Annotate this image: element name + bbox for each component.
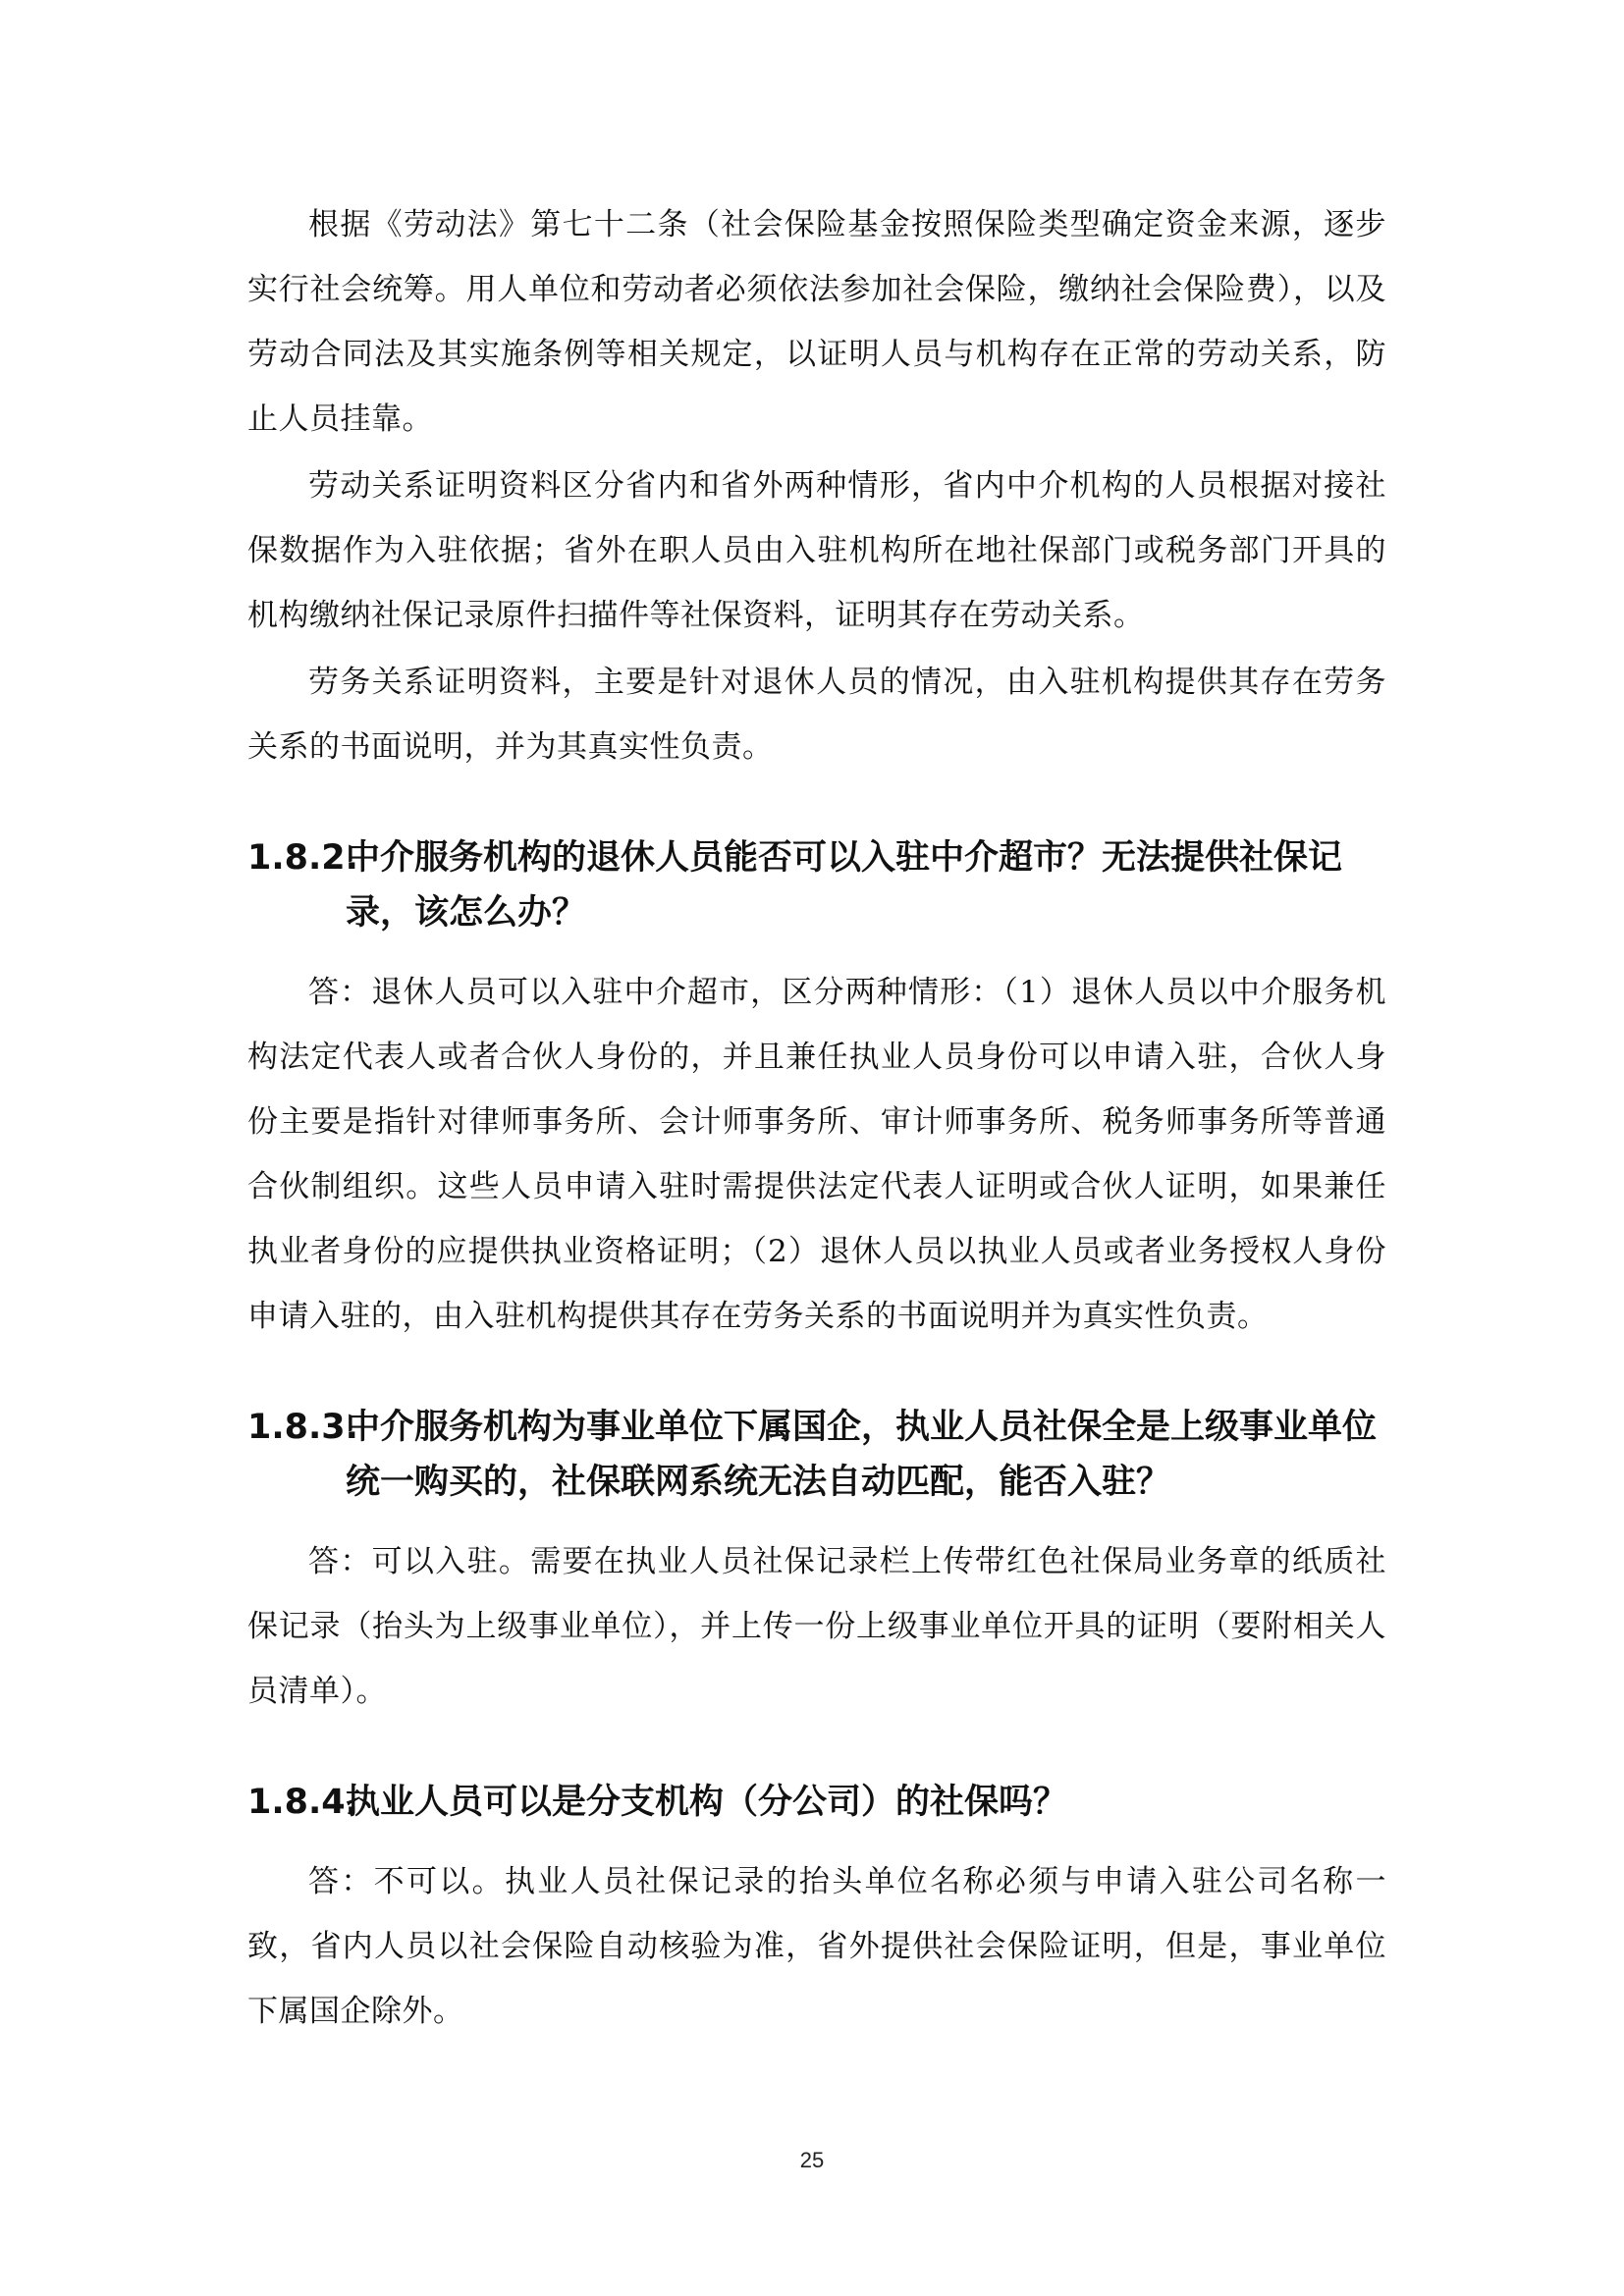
section-number: 1.8.4. [247, 1783, 358, 1822]
section-answer: 答：不可以。执业人员社保记录的抬头单位名称必须与申请入驻公司名称一致，省内人员以社会保险自动核验为准，省外提供社会保险证明，但是，事业单位下属国企除外。 [247, 1864, 1386, 2029]
section-answer: 答：可以入驻。需要在执业人员社保记录栏上传带红色社保局业务章的纸质社保记录（抬头为上级事业单位），并上传一份上级事业单位开具的证明（要附相关人员清单）。 [247, 1544, 1386, 1709]
section-heading [247, 830, 1386, 940]
section-answer: 答：退休人员可以入驻中介超市，区分两种情形：（1）退休人员以中介服务机构法定代表人或者合伙人身份的，并且兼任执业人员身份可以申请入驻，合伙人身份主要是指针对律师事务所、会计师事务所、审计师事务所、税务师事务所等普通合伙制组织。这些人员申请入驻时需提供法定代表人证明或合伙人证明，如果兼任执业者身份的应提供执业资格证明；（2）退休人员以执业人员或者业务授权人身份申请入驻的，由入驻机构提供其存在劳务关系的书面说明并为真实性负责。 [247, 975, 1386, 1334]
document-body [247, 192, 1386, 2044]
section-1-8-4 [247, 1775, 1386, 2044]
intro-paragraph: 根据《劳动法》第七十二条（社会保险基金按照保险类型确定资金来源，逐步实行社会统筹。用人单位和劳动者必须依法参加社会保险，缴纳社会保险费），以及劳动合同法及其实施条例等相关规定，以证明人员与机构存在正常的劳动关系，防止人员挂靠。 [247, 207, 1386, 437]
section-number: 1.8.2. [247, 838, 358, 878]
section-number: 1.8.3. [247, 1408, 358, 1447]
section-heading [247, 1400, 1386, 1510]
section-title: 中介服务机构为事业单位下属国企，执业人员社保全是上级事业单位统一购买的，社保联网系统无法自动匹配，能否入驻？ [346, 1408, 1378, 1502]
section-title: 执业人员可以是分支机构（分公司）的社保吗？ [346, 1783, 1068, 1822]
intro-paragraph: 劳务关系证明资料，主要是针对退休人员的情况，由入驻机构提供其存在劳务关系的书面说明，并为其真实性负责。 [247, 665, 1386, 765]
intro-paragraph: 劳动关系证明资料区分省内和省外两种情形，省内中介机构的人员根据对接社保数据作为入驻依据；省外在职人员由入驻机构所在地社保部门或税务部门开具的机构缴纳社保记录原件扫描件等社保资料，证明其存在劳动关系。 [247, 468, 1386, 633]
page-number: 25 [799, 2148, 825, 2172]
section-1-8-2 [247, 830, 1386, 1349]
section-title: 中介服务机构的退休人员能否可以入驻中介超市？无法提供社保记录，该怎么办？ [346, 838, 1343, 933]
section-1-8-3 [247, 1400, 1386, 1724]
section-heading [247, 1775, 1386, 1830]
